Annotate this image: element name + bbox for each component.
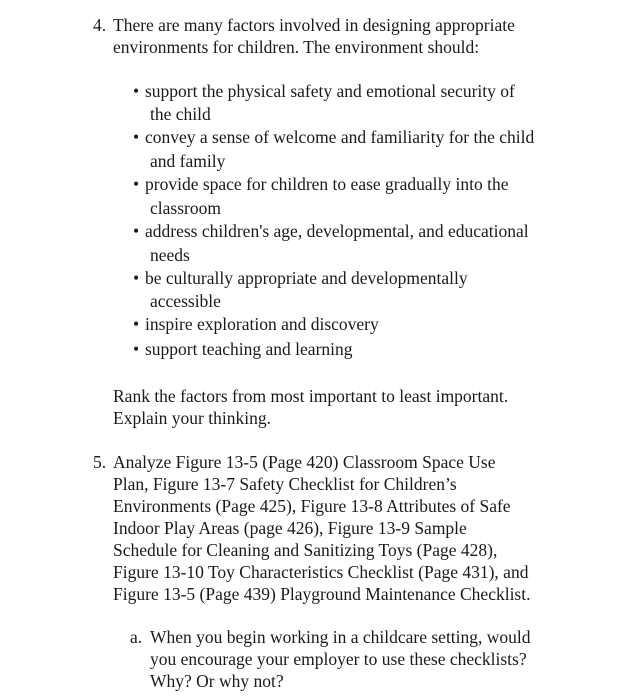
sub-question-label: a. [130, 627, 143, 647]
list-item: be culturally appropriate and developmentally [145, 268, 468, 288]
list-item-continued: accessible [150, 291, 221, 311]
bullet-icon: • [133, 221, 140, 241]
instruction-text: Rank the factors from most important to least important. [113, 386, 509, 406]
question-text: There are many factors involved in designing appropriate [113, 15, 515, 35]
list-item: address children's age, developmental, and educational [145, 221, 529, 241]
list-item: support the physical safety and emotional security of [145, 81, 515, 101]
list-item: inspire exploration and discovery [145, 314, 379, 334]
list-item: provide space for children to ease gradually into the [145, 174, 509, 194]
question-text: Figure 13-5 (Page 439) Playground Maintenance Checklist. [113, 584, 531, 604]
question-text: Analyze Figure 13-5 (Page 420) Classroom Space Use [113, 452, 496, 472]
sub-question-text: you encourage your employer to use these checklists? [150, 649, 527, 669]
question-text: Indoor Play Areas (page 426), Figure 13-9 Sample [113, 518, 467, 538]
question-text: Schedule for Cleaning and Sanitizing Toys (Page 428), [113, 540, 498, 560]
sub-question-text: When you begin working in a childcare setting, would [150, 627, 531, 647]
bullet-icon: • [133, 339, 140, 359]
question-number: 4. [93, 15, 107, 35]
list-item-continued: the child [150, 104, 211, 124]
list-item: support teaching and learning [145, 339, 353, 359]
list-item-continued: classroom [150, 198, 221, 218]
bullet-icon: • [133, 268, 140, 288]
list-item-continued: and family [150, 151, 226, 171]
bullet-icon: • [133, 174, 140, 194]
question-text: Figure 13-10 Toy Characteristics Checklist (Page 431), and [113, 562, 529, 582]
list-item-continued: needs [150, 245, 190, 265]
question-text: environments for children. The environment should: [113, 37, 480, 57]
question-number: 5. [93, 452, 107, 472]
question-text: Environments (Page 425), Figure 13-8 Attributes of Safe [113, 496, 511, 516]
bullet-icon: • [133, 314, 140, 334]
bullet-icon: • [133, 127, 140, 147]
instruction-text: Explain your thinking. [113, 408, 271, 428]
list-item: convey a sense of welcome and familiarity for the child [145, 127, 535, 147]
sub-question-text: Why? Or why not? [150, 671, 284, 691]
question-text: Plan, Figure 13-7 Safety Checklist for Children’s [113, 474, 457, 494]
bullet-icon: • [133, 81, 140, 101]
